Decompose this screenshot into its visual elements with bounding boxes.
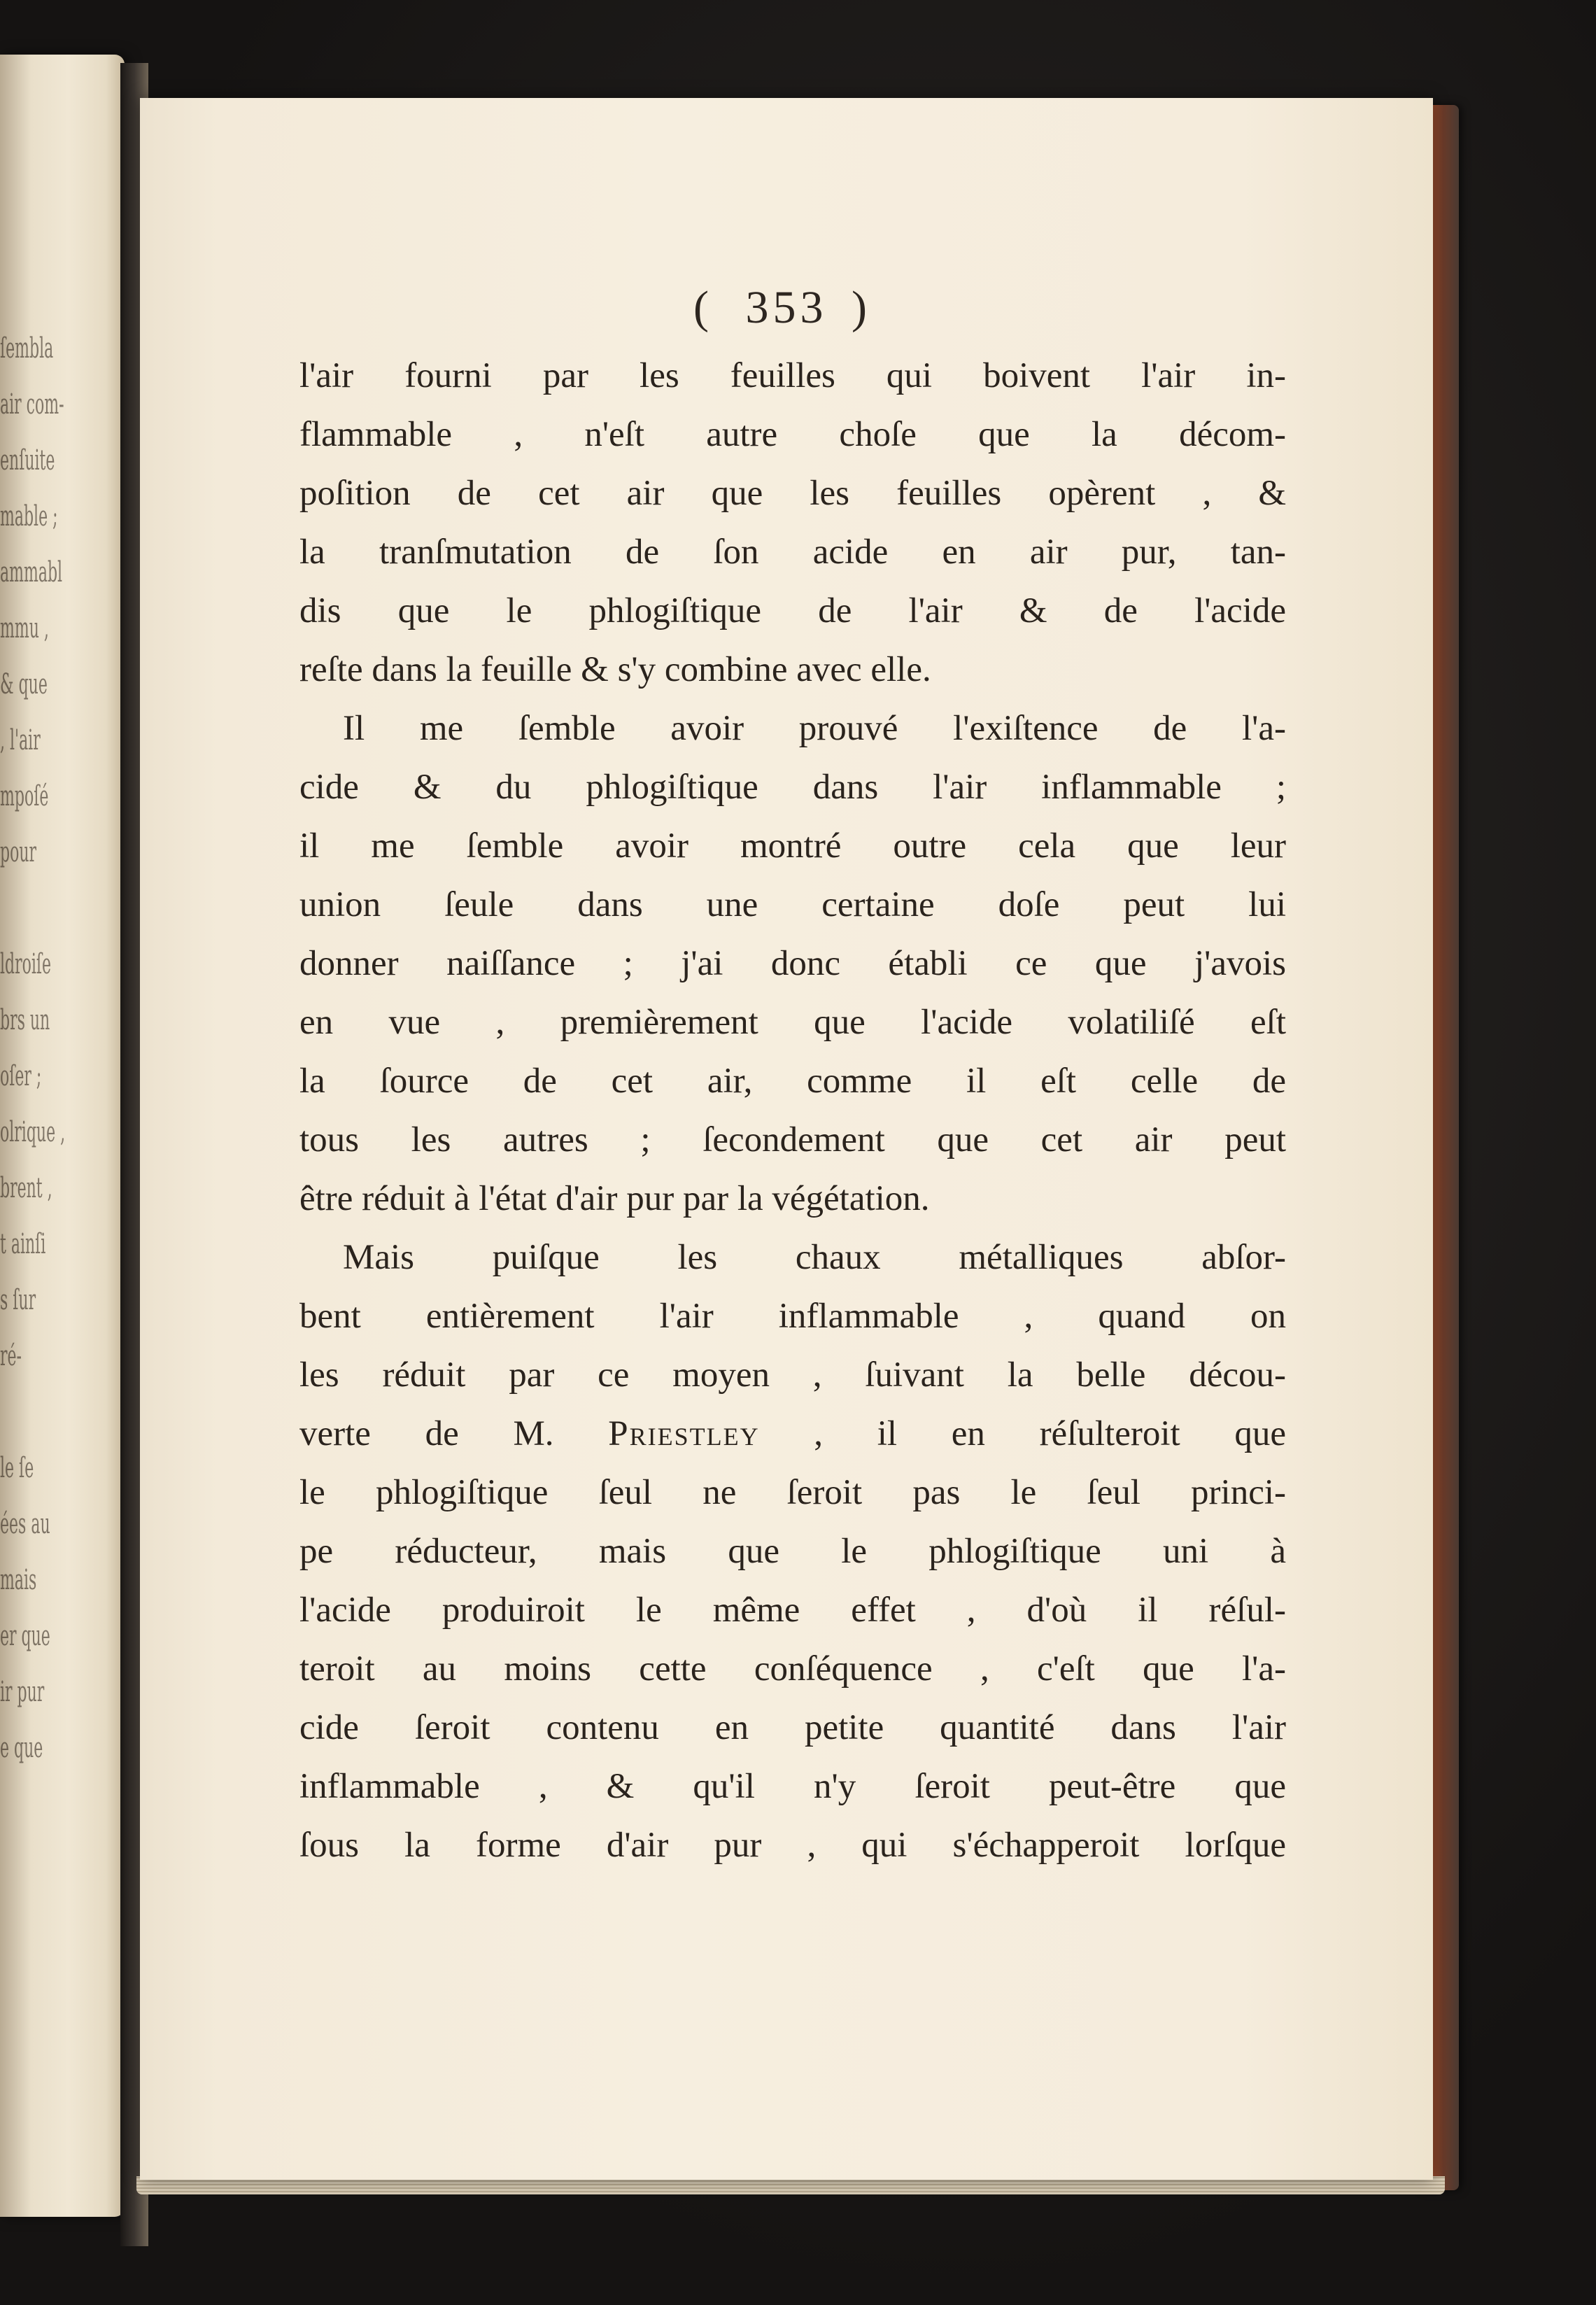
page-number-header [140,281,1433,334]
previous-page-fragment: t ainſi [0,1228,46,1260]
previous-page-fragment: & que [0,668,48,700]
text-line: poſition de cet air que les feuilles opèrent , & [299,474,1286,513]
previous-page-fragment: enſuite [0,444,55,477]
previous-page-fragment: mpoſé [0,780,49,812]
previous-page-fragment: oſer ; [0,1060,42,1092]
previous-page-fragment: olrique , [0,1116,66,1148]
text-line: bent entièrement l'air inflammable , quand on [299,1297,1286,1336]
text-line: ſous la forme d'air pur , qui s'échapperoit lorſque [299,1826,1286,1865]
previous-page-fragment: mable ; [0,500,58,533]
previous-page-fragment: , l'air [0,724,41,756]
previous-page-fragment: mais [0,1564,37,1596]
previous-page-fragment: le ſe [0,1452,34,1484]
previous-page-fragment: brs un [0,1004,50,1036]
previous-page-fragment: mmu , [0,612,49,644]
text-line: dis que le phlogiſtique de l'air & de l'acide [299,591,1286,630]
previous-page-fragment: ées au [0,1508,50,1540]
previous-page-fragment: ré- [0,1340,22,1372]
previous-page-fragment [0,1384,123,1440]
folio-open-paren: ( [693,282,721,333]
text-line: pe réducteur, mais que le phlogiſtique uni à [299,1532,1286,1571]
text-line: cide & du phlogiſtique dans l'air inflammable ; [299,768,1286,807]
text-line: teroit au moins cette conſéquence , c'eſt que l'a- [299,1649,1286,1689]
previous-page-fragment: ſembla [0,332,54,365]
previous-page-fragment: air com- [0,388,64,421]
folio-close-paren: ) [852,282,880,333]
text-line: reſte dans la feuille & s'y combine avec elle. [299,650,931,689]
previous-page-fragment: ir pur [0,1676,45,1708]
previous-page-fragment: pour [0,836,37,868]
previous-page-fragment: ldroiſe [0,948,52,980]
text-line: en vue , premièrement que l'acide volatiliſé eſt [299,1003,1286,1042]
text-line: tous les autres ; ſecondement que cet air peut [299,1120,1286,1159]
previous-page-fragment [0,880,123,936]
previous-page-fragment: e que [0,1732,43,1764]
previous-page-fragment: er que [0,1620,50,1652]
page-body-text [299,346,1286,1875]
text-line: les réduit par ce moyen , ſuivant la belle décou- [299,1355,1286,1395]
text-line: cide ſeroit contenu en petite quantité dans l'air [299,1708,1286,1747]
text-line: verte de M. Priestley , il en réſulteroit que [299,1414,1286,1453]
text-line: la tranſmutation de ſon acide en air pur, tan- [299,533,1286,572]
text-line: Mais puiſque les chaux métalliques abſor- [343,1238,1286,1277]
text-line: l'acide produiroit le même effet , d'où il réſul- [299,1591,1286,1630]
page-number: 353 [745,282,828,333]
text-line: être réduit à l'état d'air pur par la végétation. [299,1179,930,1218]
text-line: donner naiſſance ; j'ai donc établi ce que j'avois [299,944,1286,983]
text-line: l'air fourni par les feuilles qui boivent l'air in- [299,356,1286,395]
previous-page-fragment: s ſur [0,1284,36,1316]
text-line: la ſource de cet air, comme il eſt celle de [299,1062,1286,1101]
previous-page-fragment: brent , [0,1172,52,1204]
previous-page-fragment: ammabl [0,556,63,588]
text-line: le phlogiſtique ſeul ne ſeroit pas le ſeul princi- [299,1473,1286,1512]
text-line: il me ſemble avoir montré outre cela que leur [299,826,1286,866]
previous-page-edge [0,55,125,2217]
text-line: flammable , n'eſt autre choſe que la décom- [299,415,1286,454]
text-line: inflammable , & qu'il n'y ſeroit peut-être que [299,1767,1286,1806]
book-page [140,98,1433,2180]
previous-page-text-fragments [0,320,125,2000]
text-line: Il me ſemble avoir prouvé l'exiſtence de l'a- [343,709,1286,748]
text-line: union ſeule dans une certaine doſe peut lui [299,885,1286,924]
